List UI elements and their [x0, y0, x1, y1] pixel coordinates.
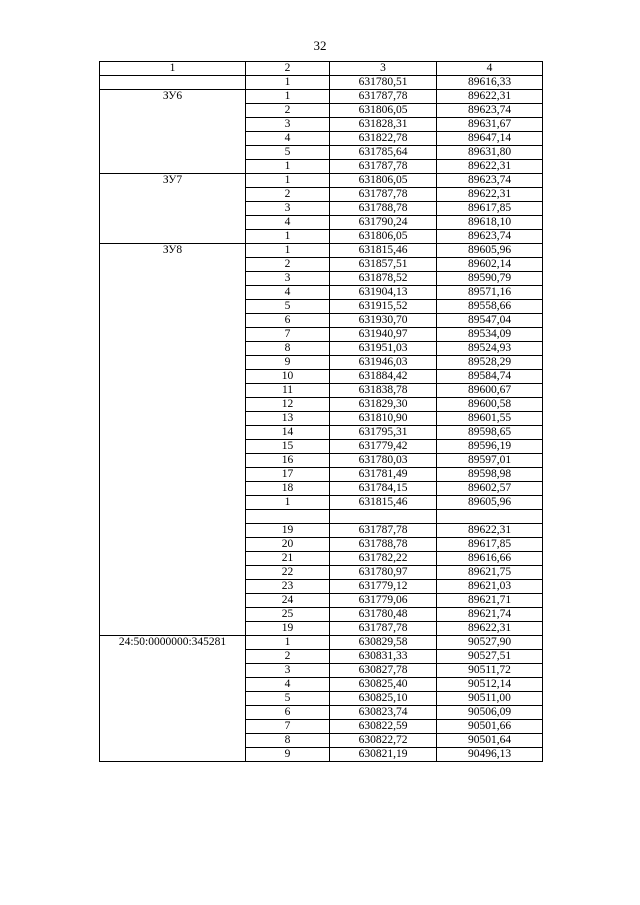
y-coordinate-cell: 89623,74: [437, 104, 543, 118]
x-coordinate-cell: 631790,24: [330, 216, 437, 230]
point-number-cell: 4: [246, 216, 330, 230]
y-coordinate-cell: 89621,03: [437, 580, 543, 594]
y-coordinate-cell: 89600,67: [437, 384, 543, 398]
point-number-cell: 2: [246, 188, 330, 202]
table-row: [100, 90, 543, 104]
y-coordinate-cell: 89622,31: [437, 524, 543, 538]
x-coordinate-cell: [330, 510, 437, 524]
x-coordinate-cell: 630822,72: [330, 734, 437, 748]
y-coordinate-cell: 89598,98: [437, 468, 543, 482]
point-number-cell: 1: [246, 160, 330, 174]
point-number-cell: 24: [246, 594, 330, 608]
y-coordinate-cell: 89601,55: [437, 412, 543, 426]
x-coordinate-cell: 631782,22: [330, 552, 437, 566]
x-coordinate-cell: 630829,58: [330, 636, 437, 650]
x-coordinate-cell: 631829,30: [330, 398, 437, 412]
y-coordinate-cell: 89622,31: [437, 188, 543, 202]
point-number-cell: 1: [246, 230, 330, 244]
x-coordinate-cell: 631779,42: [330, 440, 437, 454]
y-coordinate-cell: 89600,58: [437, 398, 543, 412]
point-number-cell: 12: [246, 398, 330, 412]
x-coordinate-cell: 631787,78: [330, 90, 437, 104]
parcel-label-cell: ЗУ6: [100, 90, 246, 174]
point-number-cell: 13: [246, 412, 330, 426]
coordinates-table: [99, 61, 543, 762]
point-number-cell: 16: [246, 454, 330, 468]
point-number-cell: 1: [246, 174, 330, 188]
y-coordinate-cell: 90527,90: [437, 636, 543, 650]
x-coordinate-cell: 631806,05: [330, 230, 437, 244]
parcel-label-cell: ЗУ7: [100, 174, 246, 244]
y-coordinate-cell: 89647,14: [437, 132, 543, 146]
y-coordinate-cell: 90506,09: [437, 706, 543, 720]
y-coordinate-cell: 89616,66: [437, 552, 543, 566]
y-coordinate-cell: 89602,14: [437, 258, 543, 272]
point-number-cell: 2: [246, 650, 330, 664]
point-number-cell: 1: [246, 90, 330, 104]
x-coordinate-cell: 631946,03: [330, 356, 437, 370]
x-coordinate-cell: 631815,46: [330, 244, 437, 258]
x-coordinate-cell: 631930,70: [330, 314, 437, 328]
y-coordinate-cell: 89622,31: [437, 160, 543, 174]
point-number-cell: 4: [246, 678, 330, 692]
point-number-cell: 5: [246, 692, 330, 706]
x-coordinate-cell: 631788,78: [330, 202, 437, 216]
point-number-cell: 10: [246, 370, 330, 384]
y-coordinate-cell: 90511,72: [437, 664, 543, 678]
point-number-cell: 5: [246, 146, 330, 160]
point-number-cell: 22: [246, 566, 330, 580]
point-number-cell: 7: [246, 720, 330, 734]
page-number: 32: [313, 38, 327, 53]
y-coordinate-cell: 89618,10: [437, 216, 543, 230]
point-number-cell: 5: [246, 300, 330, 314]
point-number-cell: 9: [246, 356, 330, 370]
point-number-cell: [246, 510, 330, 524]
x-coordinate-cell: 630822,59: [330, 720, 437, 734]
point-number-cell: 4: [246, 286, 330, 300]
y-coordinate-cell: 89616,33: [437, 76, 543, 90]
x-coordinate-cell: 630825,10: [330, 692, 437, 706]
y-coordinate-cell: 89622,31: [437, 622, 543, 636]
table-row: [100, 244, 543, 258]
point-number-cell: 3: [246, 118, 330, 132]
point-number-cell: 23: [246, 580, 330, 594]
point-number-cell: 2: [246, 104, 330, 118]
y-coordinate-cell: 89547,04: [437, 314, 543, 328]
x-coordinate-cell: 631785,64: [330, 146, 437, 160]
x-coordinate-cell: 631904,13: [330, 286, 437, 300]
y-coordinate-cell: 89558,66: [437, 300, 543, 314]
point-number-cell: 19: [246, 622, 330, 636]
x-coordinate-cell: 631788,78: [330, 538, 437, 552]
x-coordinate-cell: 631787,78: [330, 160, 437, 174]
x-coordinate-cell: 630823,74: [330, 706, 437, 720]
point-number-cell: 18: [246, 482, 330, 496]
y-coordinate-cell: 89571,16: [437, 286, 543, 300]
y-coordinate-cell: 89605,96: [437, 496, 543, 510]
point-number-cell: 21: [246, 552, 330, 566]
y-coordinate-cell: 89621,75: [437, 566, 543, 580]
point-number-cell: 6: [246, 706, 330, 720]
x-coordinate-cell: 631784,15: [330, 482, 437, 496]
parcel-label-cell: 24:50:0000000:345281: [100, 636, 246, 762]
table-body: [100, 76, 543, 762]
y-coordinate-cell: 89623,74: [437, 174, 543, 188]
y-coordinate-cell: 89597,01: [437, 454, 543, 468]
y-coordinate-cell: 89621,74: [437, 608, 543, 622]
y-coordinate-cell: 89524,93: [437, 342, 543, 356]
point-number-cell: 4: [246, 132, 330, 146]
y-coordinate-cell: 89617,85: [437, 538, 543, 552]
point-number-cell: 3: [246, 272, 330, 286]
x-coordinate-cell: 630821,19: [330, 748, 437, 762]
point-number-cell: 20: [246, 538, 330, 552]
y-coordinate-cell: 89622,31: [437, 90, 543, 104]
x-coordinate-cell: 631822,78: [330, 132, 437, 146]
point-number-cell: 1: [246, 76, 330, 90]
point-number-cell: 15: [246, 440, 330, 454]
point-number-cell: 1: [246, 496, 330, 510]
x-coordinate-cell: 631780,97: [330, 566, 437, 580]
y-coordinate-cell: 90501,66: [437, 720, 543, 734]
point-number-cell: 14: [246, 426, 330, 440]
parcel-label-cell: [100, 76, 246, 90]
header-cell-1: 1: [100, 62, 246, 76]
point-number-cell: 11: [246, 384, 330, 398]
x-coordinate-cell: 631787,78: [330, 188, 437, 202]
x-coordinate-cell: 631815,46: [330, 496, 437, 510]
table-row: [100, 76, 543, 90]
y-coordinate-cell: 89621,71: [437, 594, 543, 608]
point-number-cell: 6: [246, 314, 330, 328]
x-coordinate-cell: 631781,49: [330, 468, 437, 482]
y-coordinate-cell: 89617,85: [437, 202, 543, 216]
x-coordinate-cell: 631828,31: [330, 118, 437, 132]
x-coordinate-cell: 631787,78: [330, 524, 437, 538]
y-coordinate-cell: 89596,19: [437, 440, 543, 454]
y-coordinate-cell: 90501,64: [437, 734, 543, 748]
y-coordinate-cell: 90527,51: [437, 650, 543, 664]
point-number-cell: 1: [246, 244, 330, 258]
x-coordinate-cell: 631940,97: [330, 328, 437, 342]
y-coordinate-cell: 89605,96: [437, 244, 543, 258]
x-coordinate-cell: 631806,05: [330, 174, 437, 188]
y-coordinate-cell: 89631,80: [437, 146, 543, 160]
point-number-cell: 25: [246, 608, 330, 622]
header-cell-3: 3: [330, 62, 437, 76]
y-coordinate-cell: 90496,13: [437, 748, 543, 762]
x-coordinate-cell: 631857,51: [330, 258, 437, 272]
point-number-cell: 19: [246, 524, 330, 538]
x-coordinate-cell: 631878,52: [330, 272, 437, 286]
header-row: [100, 62, 543, 76]
x-coordinate-cell: 630831,33: [330, 650, 437, 664]
x-coordinate-cell: 631779,06: [330, 594, 437, 608]
y-coordinate-cell: 89598,65: [437, 426, 543, 440]
y-coordinate-cell: 90512,14: [437, 678, 543, 692]
y-coordinate-cell: 89623,74: [437, 230, 543, 244]
y-coordinate-cell: 90511,00: [437, 692, 543, 706]
x-coordinate-cell: 631787,78: [330, 622, 437, 636]
point-number-cell: 3: [246, 202, 330, 216]
x-coordinate-cell: 631795,31: [330, 426, 437, 440]
header-cell-2: 2: [246, 62, 330, 76]
point-number-cell: 7: [246, 328, 330, 342]
x-coordinate-cell: 630827,78: [330, 664, 437, 678]
x-coordinate-cell: 631915,52: [330, 300, 437, 314]
x-coordinate-cell: 631884,42: [330, 370, 437, 384]
point-number-cell: 1: [246, 636, 330, 650]
table-row: [100, 174, 543, 188]
x-coordinate-cell: 631951,03: [330, 342, 437, 356]
y-coordinate-cell: 89602,57: [437, 482, 543, 496]
x-coordinate-cell: 630825,40: [330, 678, 437, 692]
x-coordinate-cell: 631780,48: [330, 608, 437, 622]
x-coordinate-cell: 631779,12: [330, 580, 437, 594]
point-number-cell: 8: [246, 734, 330, 748]
point-number-cell: 3: [246, 664, 330, 678]
y-coordinate-cell: 89534,09: [437, 328, 543, 342]
x-coordinate-cell: 631838,78: [330, 384, 437, 398]
y-coordinate-cell: [437, 510, 543, 524]
point-number-cell: 9: [246, 748, 330, 762]
header-cell-4: 4: [437, 62, 543, 76]
parcel-label-cell: ЗУ8: [100, 244, 246, 636]
point-number-cell: 2: [246, 258, 330, 272]
x-coordinate-cell: 631806,05: [330, 104, 437, 118]
x-coordinate-cell: 631780,51: [330, 76, 437, 90]
y-coordinate-cell: 89584,74: [437, 370, 543, 384]
point-number-cell: 8: [246, 342, 330, 356]
y-coordinate-cell: 89631,67: [437, 118, 543, 132]
y-coordinate-cell: 89528,29: [437, 356, 543, 370]
y-coordinate-cell: 89590,79: [437, 272, 543, 286]
x-coordinate-cell: 631780,03: [330, 454, 437, 468]
table-row: [100, 636, 543, 650]
x-coordinate-cell: 631810,90: [330, 412, 437, 426]
point-number-cell: 17: [246, 468, 330, 482]
